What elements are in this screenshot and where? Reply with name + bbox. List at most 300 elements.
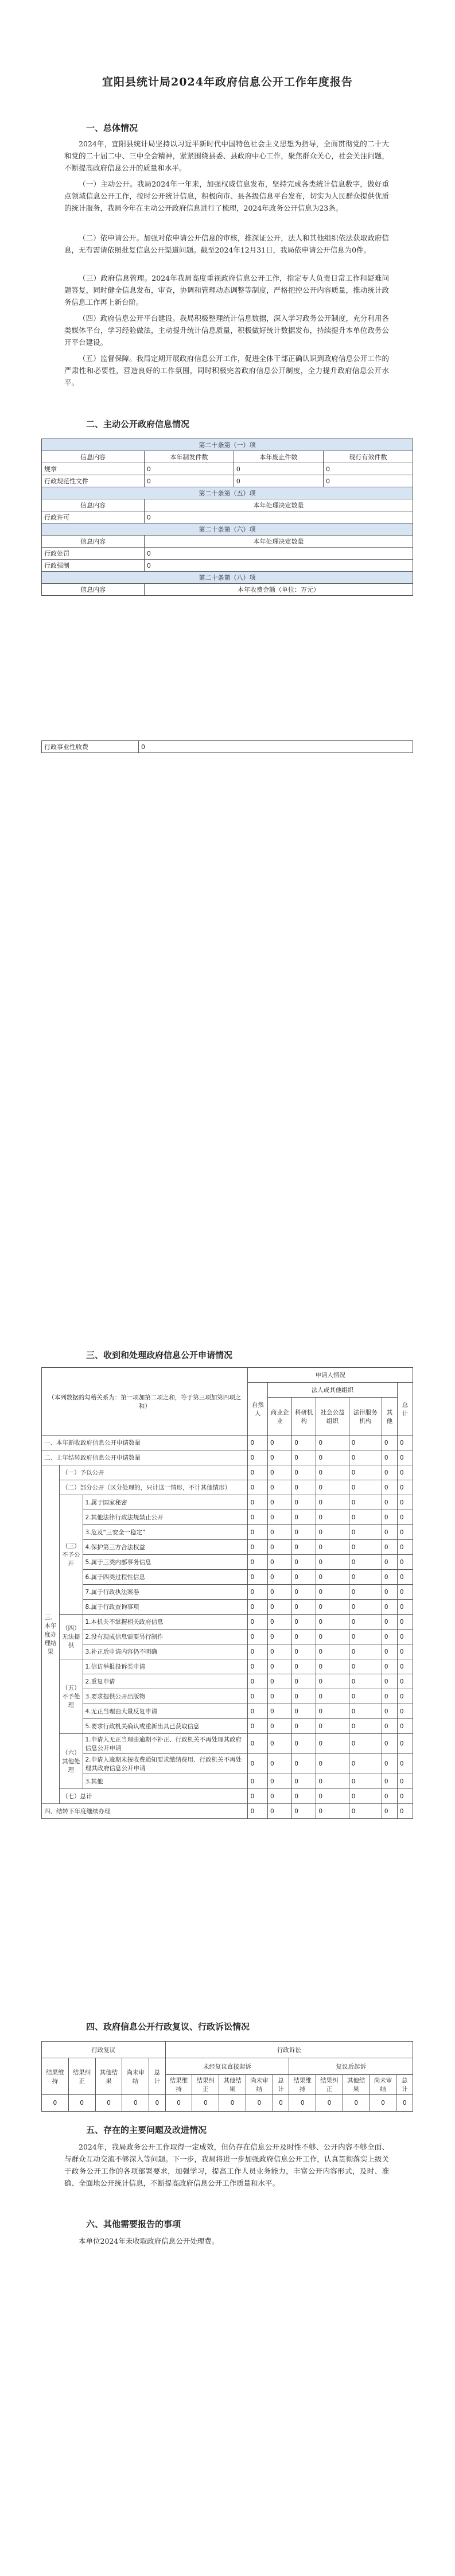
table-row-label: 2.申请人逾期未按收费通知要求缴纳费用、行政机关不再处理其政府信息公开申请 <box>83 1754 248 1774</box>
table-row-label: 一、本年新收政府信息公开申请数量 <box>42 1436 248 1450</box>
table-cell: 0 <box>382 1754 397 1774</box>
table-cell: 0 <box>397 1615 413 1630</box>
table-cell: 0 <box>349 1465 382 1480</box>
table-cell: 0 <box>397 1719 413 1734</box>
table-cell: 0 <box>397 1600 413 1615</box>
table-cell: 0 <box>144 475 234 487</box>
subgroup-label: （四）无法提供 <box>60 1615 83 1659</box>
table-cell: 0 <box>42 2095 69 2112</box>
table-col-header: 尚未审结 <box>122 2058 149 2095</box>
table-row <box>42 1436 413 1450</box>
table-row <box>42 1659 413 1674</box>
table-col-header: 总计 <box>273 2075 289 2095</box>
table-cell: 0 <box>292 1719 316 1734</box>
table-cell: 0 <box>349 1436 382 1450</box>
table-cell: 0 <box>292 1436 316 1450</box>
table-row-label: 8.属于行政查询事项 <box>83 1600 248 1615</box>
table-col-header: 结果维持 <box>165 2075 192 2095</box>
table-cell: 0 <box>292 1525 316 1540</box>
table-row <box>42 1540 413 1555</box>
table-col-header: 尚未审结 <box>246 2075 273 2095</box>
litigation-header: 行政诉讼 <box>165 2042 413 2058</box>
table-cell: 0 <box>292 1555 316 1570</box>
table-cell: 0 <box>382 1789 397 1804</box>
table-cell: 0 <box>95 2095 122 2112</box>
table-col-header: 商业企业 <box>268 1398 292 1436</box>
table-cell: 行政许可 <box>42 511 145 523</box>
table-cell: 0 <box>144 511 413 523</box>
table-row <box>42 1689 413 1704</box>
table-cell: 0 <box>248 1719 268 1734</box>
table-col-header: 信息内容 <box>42 584 145 596</box>
table-cell: 0 <box>248 1436 268 1450</box>
table-row <box>42 1570 413 1585</box>
table-col-header: 结果纠正 <box>192 2075 219 2095</box>
table-cell: 0 <box>139 741 413 753</box>
table-cell: 0 <box>397 1704 413 1719</box>
table-cell: 0 <box>316 1600 349 1615</box>
table-row <box>42 1704 413 1719</box>
table-cell: 0 <box>144 463 234 475</box>
table-cell: 0 <box>349 1525 382 1540</box>
table-cell: 0 <box>349 1674 382 1689</box>
table-cell: 0 <box>382 1804 397 1819</box>
table-cell: 0 <box>397 1754 413 1774</box>
table-cell: 0 <box>248 1510 268 1525</box>
table-cell: 0 <box>219 2095 246 2112</box>
table-cell: 0 <box>268 1789 292 1804</box>
table-cell: 0 <box>316 1510 349 1525</box>
table-cell: 0 <box>397 1644 413 1659</box>
table-cell: 0 <box>248 1674 268 1689</box>
table-cell: 0 <box>273 2095 289 2112</box>
table-col-header: 总计 <box>149 2058 166 2095</box>
table-row-label: 2.没有现成信息需要另行制作 <box>83 1630 248 1644</box>
section-6-paragraph: 本单位2024年未收取政府信息公开处理费。 <box>79 2237 219 2245</box>
table-cell: 0 <box>248 1450 268 1465</box>
table-row-label: 四、结转下年度继续办理 <box>42 1804 248 1819</box>
table-cell: 0 <box>382 1644 397 1659</box>
table-cell: 0 <box>292 1674 316 1689</box>
table-row <box>42 1734 413 1754</box>
table-cell: 0 <box>248 1734 268 1754</box>
table-row-label: 3.其他 <box>83 1774 248 1789</box>
table-cell: 0 <box>382 1436 397 1450</box>
table-cell: 0 <box>349 1555 382 1570</box>
table-cell: 0 <box>268 1630 292 1644</box>
table-cell: 0 <box>349 1789 382 1804</box>
table-cell: 0 <box>192 2095 219 2112</box>
table-row-label: （七）总计 <box>60 1789 248 1804</box>
table-cell: 0 <box>382 1480 397 1495</box>
section-1-para-1: 2024年，宜阳县统计局坚持以习近平新时代中国特色社会主义思想为指导，全面贯彻党的二十大和党的二十届二中、三中全会精神，紧紧围绕县委、县政府中心工作，聚焦群众关心，社会关注问题，不断提高政府信息公开的质量和水平。 <box>64 139 389 172</box>
table-band: 第二十条第（八）项 <box>42 572 413 584</box>
table-cell: 0 <box>268 1754 292 1774</box>
table-cell: 0 <box>268 1734 292 1754</box>
table-col-header: 信息内容 <box>42 451 145 463</box>
subgroup-label: （六）其他处理 <box>60 1734 83 1789</box>
table-row-label: 5.要求行政机关确认或重新出具已获取信息 <box>83 1719 248 1734</box>
subgroup-label: （五）不予处理 <box>60 1659 83 1734</box>
table-cell: 0 <box>397 1436 413 1450</box>
table-cell: 0 <box>268 1689 292 1704</box>
table-cell: 0 <box>397 1465 413 1480</box>
application-handling-table <box>41 1367 413 1819</box>
section-5-heading: 五、存在的主要问题及改进情况 <box>86 2125 207 2135</box>
table-cell: 0 <box>316 1540 349 1555</box>
table-cell: 0 <box>382 1674 397 1689</box>
table-cell: 0 <box>397 1480 413 1495</box>
table-cell: 0 <box>292 1600 316 1615</box>
table-cell: 0 <box>397 1734 413 1754</box>
table-cell: 0 <box>382 1630 397 1644</box>
table-row <box>42 1644 413 1659</box>
table-col-header: 总计 <box>396 2075 413 2095</box>
section-1-para-2: （一）主动公开。我局2024年一年来，加强权威信息发布，坚持完成各类统计信息数字，做好重点领域信息公开工作，按时公开统计信息，积极向市、县各级信息平台发布，切实为人民群众提供优质的统计服务，我局今年在主动公开政府信息进行了梳理，2024年政务公开信息为23条。 <box>64 180 389 212</box>
group-label: 三、本年度办理结果 <box>42 1465 60 1804</box>
table-cell: 0 <box>268 1804 292 1819</box>
table-row-label: 7.属于行政执法案卷 <box>83 1585 248 1600</box>
table-row-label: （二）部分公开（区分处理的，只计这一情形，不计其他情形） <box>60 1480 248 1495</box>
table-cell: 0 <box>248 1754 268 1774</box>
table-row <box>42 1465 413 1480</box>
table-cell: 0 <box>349 1600 382 1615</box>
table-cell: 0 <box>382 1450 397 1465</box>
table-cell: 0 <box>268 1480 292 1495</box>
table-row <box>42 1719 413 1734</box>
table-cell: 0 <box>248 1644 268 1659</box>
table-cell: 行政规范性文件 <box>42 475 145 487</box>
table-cell: 0 <box>382 1659 397 1674</box>
table-cell: 0 <box>349 1495 382 1510</box>
table-col-header: 信息内容 <box>42 536 145 548</box>
table-row <box>42 1630 413 1644</box>
table-cell: 0 <box>349 1754 382 1774</box>
table-cell: 0 <box>165 2095 192 2112</box>
table-col-header: 结果纠正 <box>316 2075 343 2095</box>
table-cell: 0 <box>268 1659 292 1674</box>
table-cell: 0 <box>316 1555 349 1570</box>
table-cell: 0 <box>397 1789 413 1804</box>
table-row <box>42 1450 413 1465</box>
table-cell: 0 <box>246 2095 273 2112</box>
table-cell: 0 <box>292 1659 316 1674</box>
table-cell: 0 <box>248 1704 268 1719</box>
table-cell: 0 <box>292 1754 316 1774</box>
table-cell: 0 <box>292 1570 316 1585</box>
table-cell: 0 <box>248 1804 268 1819</box>
table-cell: 0 <box>292 1734 316 1754</box>
table-cell: 0 <box>382 1495 397 1510</box>
table-row <box>42 1615 413 1630</box>
table-corner-note: （本列数据的勾稽关系为：第一项加第二项之和，等于第三项加第四项之和） <box>42 1368 248 1436</box>
table-row-label: 1.属于国家秘密 <box>83 1495 248 1510</box>
table-cell: 0 <box>234 463 323 475</box>
table-row-label: 2.重复申请 <box>83 1674 248 1689</box>
table-cell: 0 <box>382 1570 397 1585</box>
table-cell: 0 <box>316 1659 349 1674</box>
table-col-header: 本年制发件数 <box>144 451 234 463</box>
table-cell: 行政处罚 <box>42 548 145 560</box>
table-cell: 0 <box>268 1450 292 1465</box>
table-cell: 0 <box>382 1719 397 1734</box>
table-cell: 0 <box>316 1789 349 1804</box>
table-cell: 0 <box>316 1585 349 1600</box>
table-cell: 0 <box>316 1630 349 1644</box>
table-cell: 0 <box>316 1719 349 1734</box>
table-cell: 0 <box>316 1615 349 1630</box>
table-row-label: 3.危及“三安全一稳定” <box>83 1525 248 1540</box>
table-col-header: 本年处理决定数量 <box>144 536 413 548</box>
not-reviewed-header: 未经复议直接起诉 <box>165 2058 289 2075</box>
table-row <box>42 1600 413 1615</box>
table-cell: 0 <box>397 1555 413 1570</box>
table-cell: 0 <box>248 1525 268 1540</box>
table-cell: 0 <box>248 1555 268 1570</box>
section-5-paragraph: 2024年，我局政务公开工作取得一定成效，但仍存在信息公开及时性不够、公开内容不够全面、与群众互动交流不够深入等问题。下一步，我局将进一步加强政府信息公开工作，认真贯彻落实上级关于政务公开工作的各项部署要求，加强学习，提高工作人员业务能力，丰富公开内容形式，及时、准确、全面地公开统计信息，不断提高政府信息公开工作质量和水平。 <box>64 2143 389 2187</box>
table-cell: 0 <box>397 1804 413 1819</box>
table-cell: 0 <box>144 548 413 560</box>
table-cell: 0 <box>248 1480 268 1495</box>
table-cell: 0 <box>292 1450 316 1465</box>
table-cell: 0 <box>292 1644 316 1659</box>
table-cell: 0 <box>268 1719 292 1734</box>
table-cell: 0 <box>122 2095 149 2112</box>
table-cell: 0 <box>382 1734 397 1754</box>
table-cell: 0 <box>316 1465 349 1480</box>
table-cell: 0 <box>397 1774 413 1789</box>
table-cell: 0 <box>382 1774 397 1789</box>
table-row-label: 1.信访举报投诉类申请 <box>83 1659 248 1674</box>
table-row-label: 3.要求提供公开出版物 <box>83 1689 248 1704</box>
table-col-header: 科研机构 <box>292 1398 316 1436</box>
table-cell: 0 <box>397 1495 413 1510</box>
table-cell: 0 <box>349 1644 382 1659</box>
proactive-disclosure-table-2 <box>41 740 413 753</box>
table-cell: 0 <box>268 1570 292 1585</box>
table-cell: 0 <box>268 1644 292 1659</box>
table-col-header: 结果维持 <box>289 2075 316 2095</box>
table-cell: 0 <box>292 1789 316 1804</box>
table-row <box>42 2058 413 2075</box>
table-row-label: 1.申请人无正当理由逾期不补正、行政机关不再处理其政府信息公开申请 <box>83 1734 248 1754</box>
table-cell: 0 <box>268 1465 292 1480</box>
table-cell: 0 <box>316 1495 349 1510</box>
table-row <box>42 1774 413 1789</box>
table-cell: 0 <box>382 1555 397 1570</box>
table-col-header: 本年处理决定数量 <box>144 499 413 511</box>
table-cell: 0 <box>370 2095 396 2112</box>
table-cell: 0 <box>382 1510 397 1525</box>
table-cell: 0 <box>248 1659 268 1674</box>
table-cell: 0 <box>248 1774 268 1789</box>
section-1-para-3: （二）依申请公开。加强对依申请公开信息的审核，推深证公开，法人和其他组织依法获取政府信息，无有需请依照批复信息公开渠道问题。截至2024年12月31日，我局依申请公开信息为0件。 <box>64 234 389 254</box>
table-cell: 0 <box>316 1774 349 1789</box>
table-cell: 0 <box>323 475 413 487</box>
table-col-header: 尚未审结 <box>370 2075 396 2095</box>
table-row-label: 4.无正当理由大量反复申请 <box>83 1704 248 1719</box>
table-row-label: 4.保护第三方合法权益 <box>83 1540 248 1555</box>
section-6-heading: 六、其他需要报告的事项 <box>86 2219 181 2229</box>
table-cell: 0 <box>316 1734 349 1754</box>
table-cell: 0 <box>349 1704 382 1719</box>
table-cell: 0 <box>268 1540 292 1555</box>
table-row <box>42 2095 413 2112</box>
table-cell: 0 <box>316 1450 349 1465</box>
table-cell: 0 <box>349 1774 382 1789</box>
table-cell: 0 <box>382 1600 397 1615</box>
table-cell: 规章 <box>42 463 145 475</box>
table-cell: 0 <box>248 1789 268 1804</box>
legal-person-header: 法人或其他组织 <box>268 1383 398 1398</box>
table-cell: 0 <box>292 1495 316 1510</box>
table-cell: 0 <box>349 1450 382 1465</box>
table-cell: 0 <box>397 1585 413 1600</box>
table-cell: 0 <box>316 1674 349 1689</box>
table-cell: 0 <box>292 1774 316 1789</box>
table-cell: 0 <box>268 1495 292 1510</box>
table-col-header: 其他 <box>382 1398 397 1436</box>
table-cell: 0 <box>268 1774 292 1789</box>
table-cell: 0 <box>248 1465 268 1480</box>
table-col-header: 结果维持 <box>42 2058 69 2095</box>
table-col-header: 社会公益组织 <box>316 1398 349 1436</box>
table-cell: 0 <box>248 1600 268 1615</box>
table-cell: 0 <box>323 463 413 475</box>
table-cell: 0 <box>382 1689 397 1704</box>
table-cell: 0 <box>397 1570 413 1585</box>
table-cell: 0 <box>268 1510 292 1525</box>
table-cell: 0 <box>316 1644 349 1659</box>
table-cell: 0 <box>292 1630 316 1644</box>
table-cell: 0 <box>397 1525 413 1540</box>
table-band: 第二十条第（六）项 <box>42 523 413 536</box>
table-cell: 0 <box>292 1804 316 1819</box>
subgroup-label: （三）不予公开 <box>60 1495 83 1615</box>
table-cell: 0 <box>349 1734 382 1754</box>
table-cell: 0 <box>397 1630 413 1644</box>
table-cell: 0 <box>248 1689 268 1704</box>
table-cell: 0 <box>268 1436 292 1450</box>
table-cell: 0 <box>68 2095 95 2112</box>
table-cell: 0 <box>316 1436 349 1450</box>
section-2-heading: 二、主动公开政府信息情况 <box>86 419 190 429</box>
table-cell: 0 <box>234 475 323 487</box>
table-cell: 0 <box>292 1480 316 1495</box>
table-cell: 0 <box>248 1495 268 1510</box>
table-cell: 0 <box>292 1615 316 1630</box>
table-row-label: 2.其他法律行政法规禁止公开 <box>83 1510 248 1525</box>
table-cell: 0 <box>349 1585 382 1600</box>
table-row <box>42 1525 413 1540</box>
table-cell: 0 <box>268 1555 292 1570</box>
table-cell: 0 <box>268 1615 292 1630</box>
table-cell: 0 <box>382 1465 397 1480</box>
table-cell: 0 <box>292 1689 316 1704</box>
table-cell: 0 <box>268 1704 292 1719</box>
table-cell: 0 <box>397 1674 413 1689</box>
table-cell: 0 <box>349 1659 382 1674</box>
table-col-header: 现行有效件数 <box>323 451 413 463</box>
table-cell: 0 <box>149 2095 166 2112</box>
section-1-heading: 一、总体情况 <box>86 123 138 133</box>
table-cell: 0 <box>289 2095 316 2112</box>
proactive-disclosure-table-1 <box>41 439 413 596</box>
table-cell: 0 <box>316 1570 349 1585</box>
table-cell: 0 <box>248 1540 268 1555</box>
table-cell: 0 <box>349 1804 382 1819</box>
table-cell: 0 <box>248 1615 268 1630</box>
table-cell: 0 <box>292 1510 316 1525</box>
table-row <box>42 1555 413 1570</box>
table-cell: 0 <box>268 1600 292 1615</box>
section-1-para-5: （四）政府信息公开平台建设。我局积极整理统计信息数据，深入学习政务公开制度，充分利用各类媒体平台，学习经验做法，主动提升统计信息质量，积极做好统计数据发布，持续提升本单位政务公开平台建设。 <box>64 314 389 347</box>
table-row-label: 1.本机关不掌握相关政府信息 <box>83 1615 248 1630</box>
table-body <box>42 1436 413 1819</box>
table-cell: 0 <box>292 1465 316 1480</box>
table-cell: 0 <box>349 1719 382 1734</box>
table-col-header: 信息内容 <box>42 499 145 511</box>
table-row-label: 6.属于四类过程性信息 <box>83 1570 248 1585</box>
table-cell: 0 <box>349 1570 382 1585</box>
table-col-header: 其他结果 <box>95 2058 122 2095</box>
table-cell: 行政强制 <box>42 560 145 572</box>
table-cell: 0 <box>292 1540 316 1555</box>
table-band: 第二十条第（一）项 <box>42 439 413 451</box>
section-4-heading: 四、政府信息公开行政复议、行政诉讼情况 <box>86 2022 250 2032</box>
table-cell: 0 <box>382 1540 397 1555</box>
table-cell: 0 <box>292 1585 316 1600</box>
table-row <box>42 1804 413 1819</box>
table-cell: 0 <box>248 1630 268 1644</box>
table-row-label: 3.补正后申请内容仍不明确 <box>83 1644 248 1659</box>
table-row <box>42 1585 413 1600</box>
table-cell: 0 <box>396 2095 413 2112</box>
table-row <box>42 1674 413 1689</box>
table-row-label: 5.属于三类内部事务信息 <box>83 1555 248 1570</box>
table-cell: 0 <box>397 1450 413 1465</box>
table-row <box>42 1754 413 1774</box>
table-col-header: 法律服务机构 <box>349 1398 382 1436</box>
table-col-header: 其他结果 <box>343 2075 370 2095</box>
table-cell: 0 <box>397 1540 413 1555</box>
table-row <box>42 1480 413 1495</box>
table-cell: 0 <box>144 560 413 572</box>
section-3-heading: 三、收到和处理政府信息公开申请情况 <box>86 1350 233 1360</box>
table-cell: 0 <box>316 1525 349 1540</box>
table-cell: 0 <box>397 1689 413 1704</box>
table-col-header: 其他结果 <box>219 2075 246 2095</box>
review-header: 行政复议 <box>42 2042 166 2058</box>
table-cell: 0 <box>349 1540 382 1555</box>
table-cell: 0 <box>382 1704 397 1719</box>
table-band: 第二十条第（五）项 <box>42 487 413 499</box>
table-cell: 0 <box>382 1585 397 1600</box>
table-cell: 0 <box>316 1480 349 1495</box>
table-cell: 0 <box>248 1585 268 1600</box>
table-cell: 0 <box>268 1674 292 1689</box>
table-row-label: 二、上年结转政府信息公开申请数量 <box>42 1450 248 1465</box>
table-cell: 0 <box>316 1804 349 1819</box>
table-cell: 0 <box>397 1659 413 1674</box>
table-cell: 0 <box>248 1570 268 1585</box>
table-col-header: 结果纠正 <box>68 2058 95 2095</box>
total-header: 总计 <box>397 1383 413 1436</box>
table-cell: 0 <box>292 1704 316 1719</box>
table-col-header: 本年废止件数 <box>234 451 323 463</box>
section-1-para-6: （五）监督保障。我局定期开展政府信息公开工作，促进全体干部正确认识到政府信息公开工作的严肃性和必要性，营造良好的工作氛围，同时积极完善政府信息公开制度，全力提升政府信息公开水平。 <box>64 354 389 387</box>
section-1-para-4: （三）政府信息管理。2024年我局高度重视政府信息公开工作，指定专人负责日常工作和疑难问题答复，同时健全信息发布，审查，协调和管理动态调整等制度，严格把控公开内容质量，推动统计政务信息工作再上新台阶。 <box>64 274 389 307</box>
